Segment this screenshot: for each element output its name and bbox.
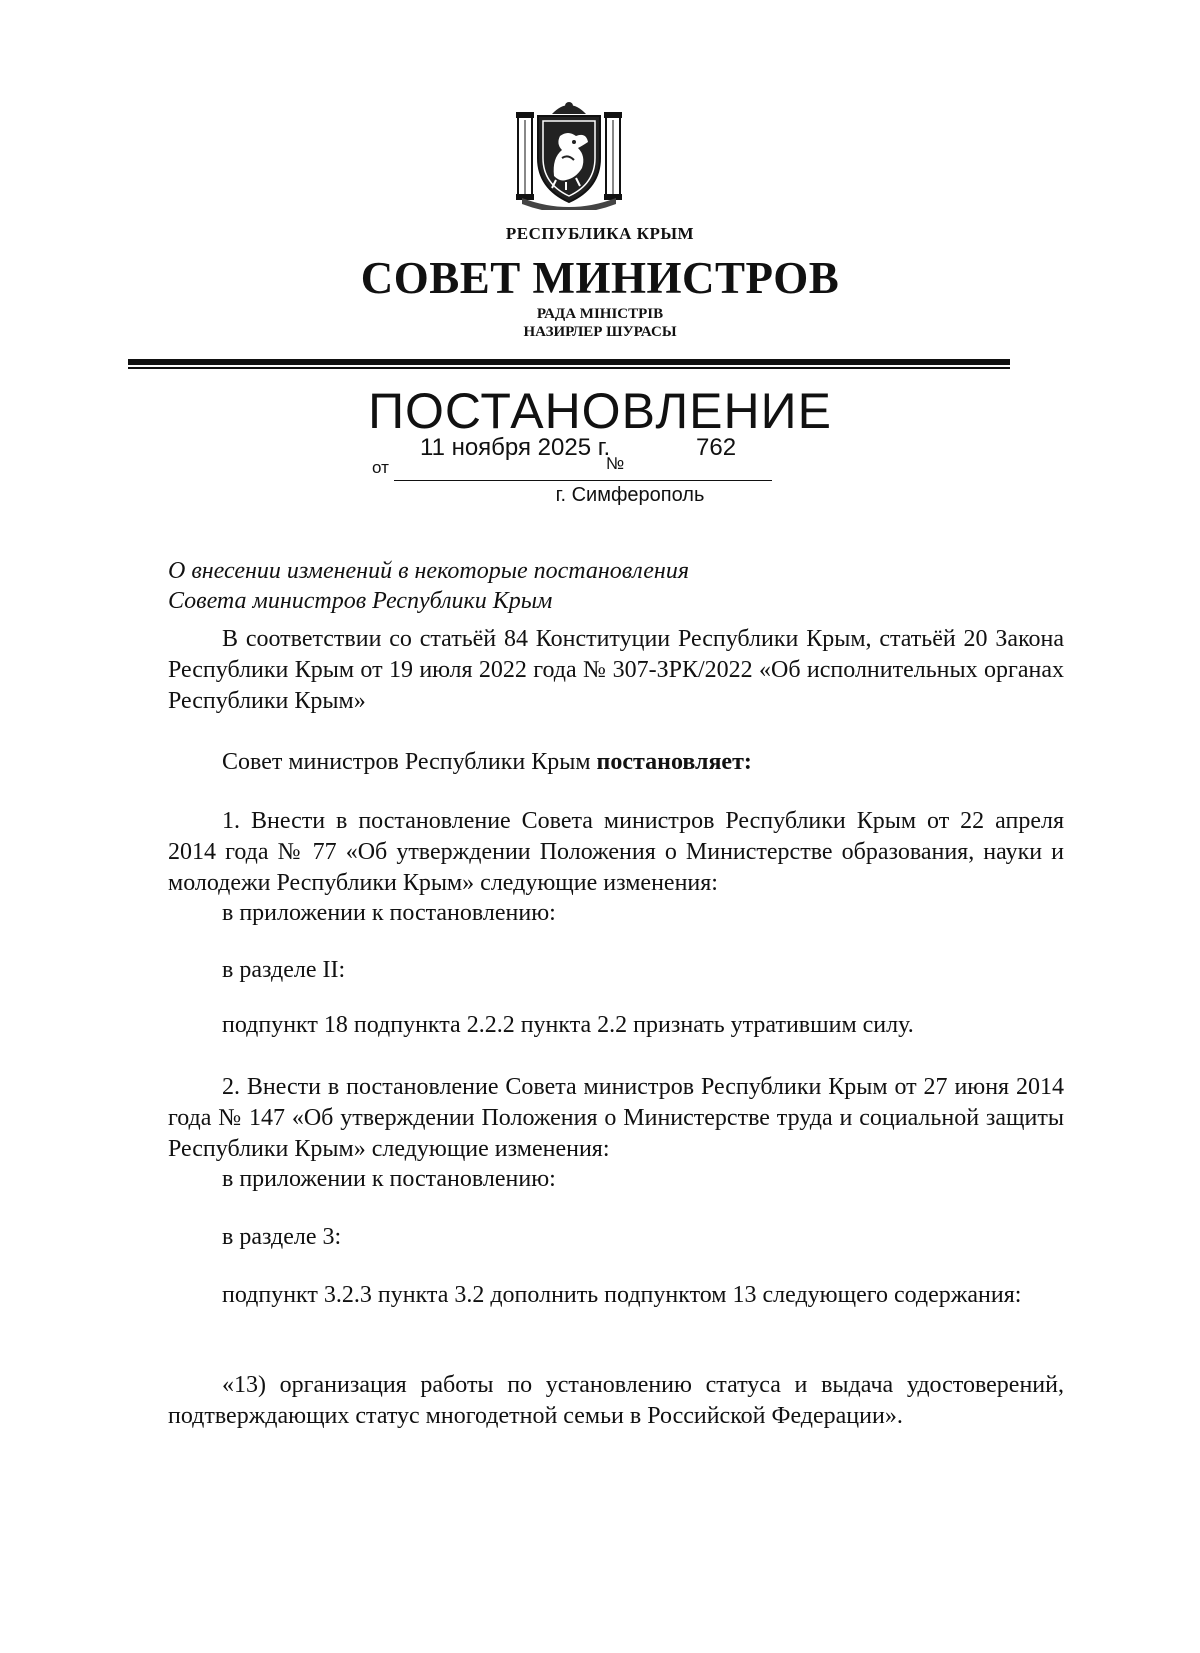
council-name-ukrainian: РАДА МІНІСТРІВ [536,306,664,322]
header-divider-thin [128,367,1010,369]
council-name-crimean-tatar: НАЗИРЛЕР ШУРАСЫ [523,324,677,340]
decree-number: 762 [696,434,737,461]
item-1-paragraph: 1. Внести в постановление Совета министров Республики Крым от 22 апреля 2014 года № 77 «Об утверждении Положения о Министерстве образования, науки и молодежи Республики Крым» следующие изменения: [168,808,1064,896]
decree-title-line-2: Совета министров Республики Крым [168,588,553,614]
item-1-section: в разделе II: [222,957,346,983]
item-2-section: в разделе 3: [222,1224,342,1250]
city-name: г. Симферополь [555,484,705,506]
item-2-paragraph: 2. Внести в постановление Совета министров Республики Крым от 27 июня 2014 года № 147 «Об утверждении Положения о Министерстве труда и социальной защиты Республики Крым» следующие изменения: [168,1074,1064,1162]
item-1-change: подпункт 18 подпункта 2.2.2 пункта 2.2 признать утратившим силу. [222,1012,914,1038]
resolve-keyword: постановляет: [596,749,752,775]
council-name: СОВЕТ МИНИСТРОВ [360,253,840,303]
preamble-paragraph: В соответствии со статьёй 84 Конституции Республики Крым, статьёй 20 Закона Республики Крым от 19 июля 2022 года № 307-ЗРК/2022 «Об исполнительных органах Республики Крым» [168,626,1064,714]
item-1-annex: в приложении к постановлению: [222,900,556,926]
decree-title-line-1: О внесении изменений в некоторые постановления [168,558,689,584]
item-2-quote: «13) организация работы по установлению статуса и выдача удостоверений, подтверждающих статус многодетной семьи в Российской Федерации». [168,1372,1064,1429]
item-2-annex: в приложении к постановлению: [222,1166,556,1192]
document-type: ПОСТАНОВЛЕНИЕ [368,383,832,439]
date-number-line [372,434,772,484]
header-divider-thick [128,359,1010,365]
decree-title [168,556,689,616]
republic-name: РЕСПУБЛИКА КРЫМ [505,224,695,243]
resolve-paragraph [168,747,1118,778]
from-label: от [372,458,389,477]
resolve-text: Совет министров Республики Крым [222,749,597,775]
number-sign: № [606,454,625,473]
decree-date: 11 ноября 2025 г. [420,434,611,461]
item-2-change: подпункт 3.2.3 пункта 3.2 дополнить подпунктом 13 следующего содержания: [222,1282,1022,1308]
crimea-coat-of-arms-icon [516,98,622,210]
date-underline [394,480,772,481]
